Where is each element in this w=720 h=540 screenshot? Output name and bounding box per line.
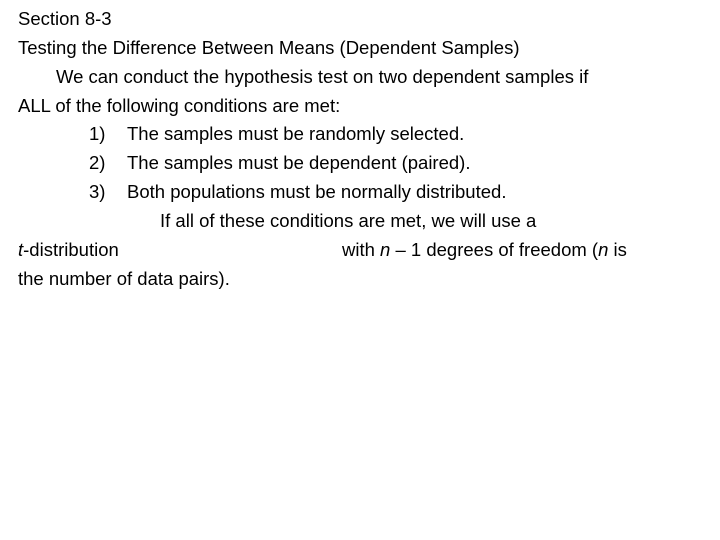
degrees-of-freedom-text [342,235,627,264]
n-symbol: n [380,239,391,260]
condition-text: Both populations must be normally distributed. [127,181,507,202]
conclusion-line-1: If all of these conditions are met, we will use a [160,210,537,231]
t-symbol: t [18,239,24,260]
distribution-label [18,235,119,264]
with-text: with [342,239,381,260]
condition-number: 2) [89,152,106,173]
is-text: is [608,239,627,260]
section-label: Section 8-3 [18,8,112,29]
conclusion-line-3: the number of data pairs). [18,268,230,289]
intro-line-2: ALL of the following conditions are met: [18,95,341,116]
condition-text: The samples must be randomly selected. [127,123,465,144]
distribution-suffix: -distribution [23,239,119,260]
minus-one-text: – 1 degrees of freedom ( [390,239,599,260]
n-symbol-2: n [598,239,609,260]
condition-text: The samples must be dependent (paired). [127,152,471,173]
intro-line-1: We can conduct the hypothesis test on two dependent samples if [56,66,589,87]
slide-title: Testing the Difference Between Means (Dependent Samples) [18,37,520,58]
condition-number: 3) [89,181,106,202]
condition-number: 1) [89,123,106,144]
